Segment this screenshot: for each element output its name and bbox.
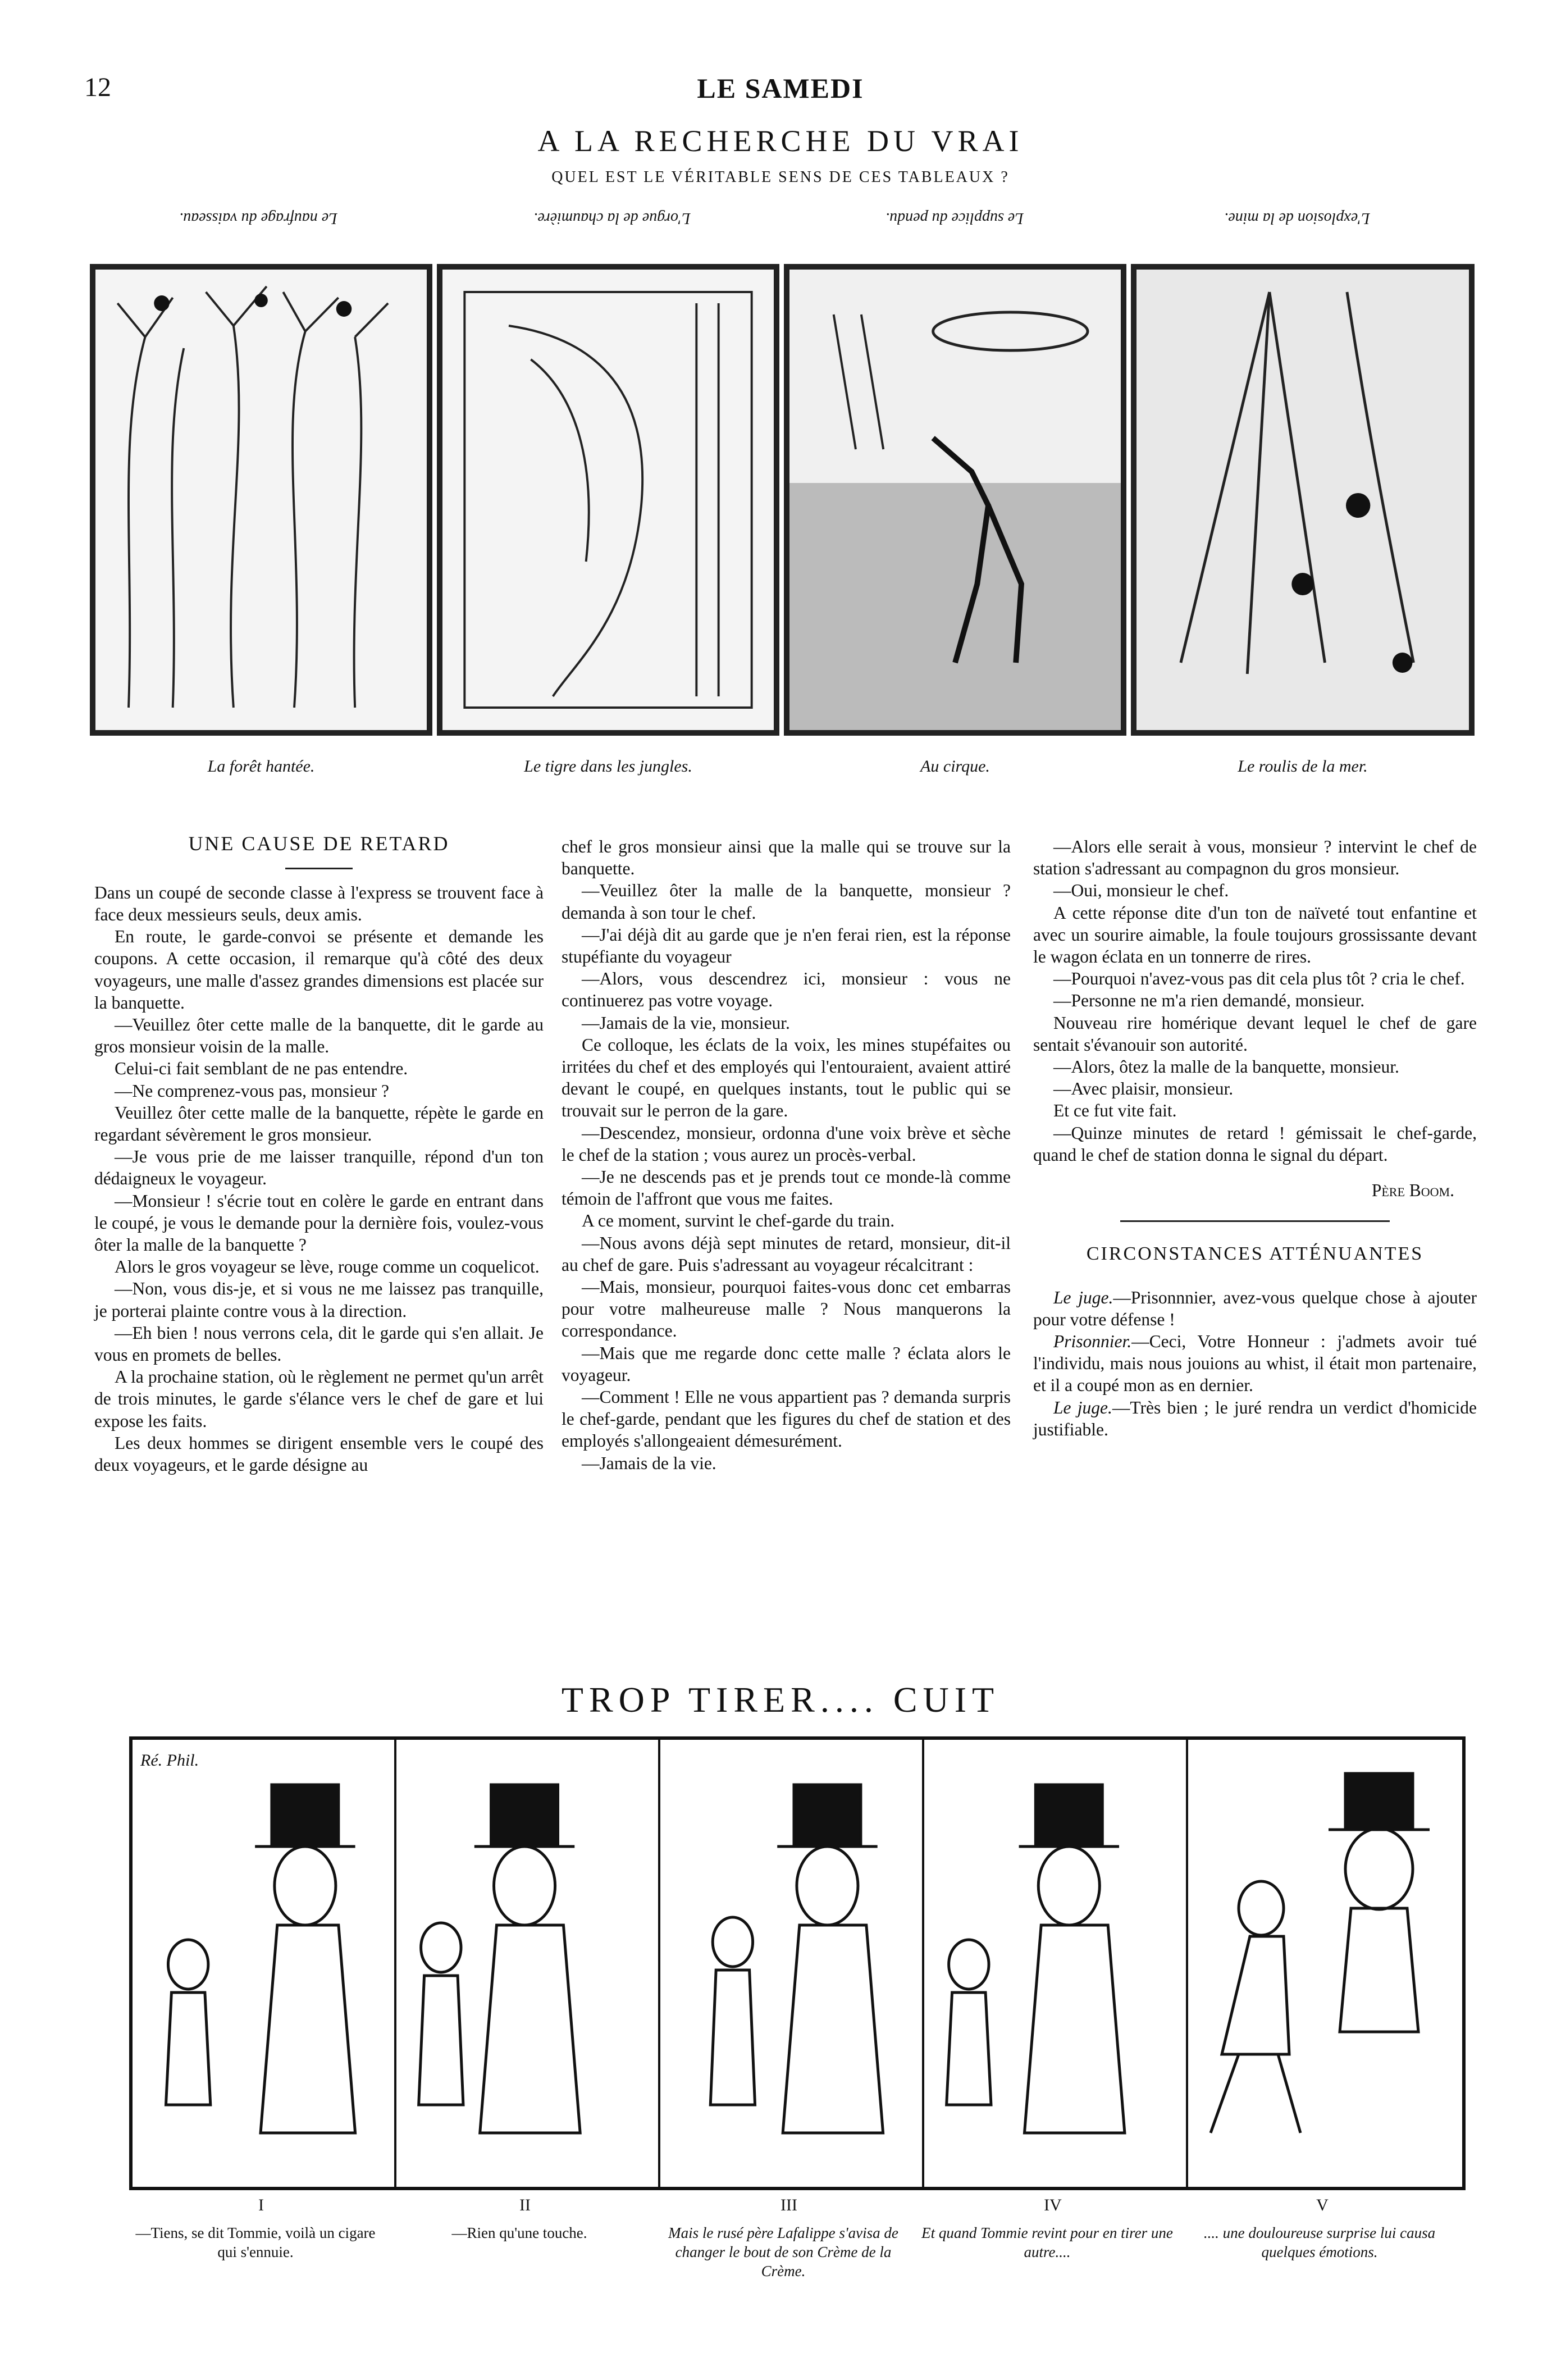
- puzzle-picture-haunted-forest: [90, 264, 432, 736]
- section-rule: [1120, 1220, 1390, 1222]
- article2-title: CIRCONSTANCES ATTÉNUANTES: [1086, 1243, 1424, 1265]
- paragraph: —Oui, monsieur le chef.: [1053, 881, 1229, 901]
- puzzle-question: QUEL EST LE VÉRITABLE SENS DE CES TABLEAUX ?: [551, 168, 1010, 186]
- panel-number-4: IV: [1044, 2196, 1062, 2214]
- paragraph: —Jamais de la vie.: [582, 1453, 716, 1473]
- panel-caption-3: Mais le rusé père Lafalippe s'avisa de changer le bout de son Crème de la Crème.: [668, 2224, 898, 2279]
- comic-panel-4: [924, 1740, 1188, 2187]
- comic-panel-3: [660, 1740, 924, 2187]
- puzzle-caption-1: La forêt hantée.: [207, 757, 315, 776]
- speech: —Très bien ; le juré rendra un verdict d'homicide justifiable.: [1033, 1397, 1477, 1439]
- paragraph: Les deux hommes se dirigent ensemble vers le coupé des deux voyageurs, et le garde désigne au: [94, 1433, 544, 1475]
- speaker: Le juge.: [1053, 1287, 1113, 1307]
- paragraph: —Alors elle serait à vous, monsieur ? intervint le chef de station s'adressant au compagnon du gros monsieur.: [1033, 837, 1477, 879]
- paragraph: —Alors, ôtez la malle de la banquette, monsieur.: [1053, 1057, 1399, 1077]
- publication-title: LE SAMEDI: [697, 72, 864, 104]
- speaker: Prisonnier.: [1053, 1331, 1132, 1351]
- paragraph: A ce moment, survint le chef-garde du train.: [582, 1211, 895, 1231]
- paragraph: —Avec plaisir, monsieur.: [1053, 1079, 1234, 1099]
- panel-number-5: V: [1316, 2196, 1329, 2214]
- puzzle-picture-circus: [784, 264, 1126, 736]
- paragraph: Veuillez ôter cette malle de la banquette, répète le garde en regardant sévèrement le gros monsieur.: [94, 1102, 544, 1145]
- inverted-title-4: L'explosion de la mine.: [1224, 209, 1370, 227]
- panel-number-3: III: [780, 2196, 797, 2214]
- inverted-title-2: L'orgue de la chaumière.: [533, 209, 691, 227]
- puzzle-picture-tiger: [437, 264, 779, 736]
- paragraph: —Comment ! Elle ne vous appartient pas ? demanda surpris le chef-garde, pendant que les figures du chef de station et des employés s'allongeaient démesurément.: [562, 1387, 1011, 1451]
- paragraph: Celui-ci fait semblant de ne pas entendre.: [115, 1059, 408, 1079]
- paragraph: A cette réponse dite d'un ton de naïveté tout enfantine et avec un sourire aimable, la foule toujours grossissante devant le wagon éclata en un tonnerre de rires.: [1033, 902, 1477, 967]
- inverted-title-3: Le supplice du pendu.: [886, 209, 1024, 227]
- panel-caption-2: —Rien qu'une touche.: [451, 2224, 587, 2241]
- paragraph: En route, le garde-convoi se présente et demande les coupons. A cette occasion, il remarque qu'à côté des deux voyageurs, une malle d'assez grandes dimensions est placée sur la banquette.: [94, 927, 544, 1013]
- panel-caption-4: Et quand Tommie revint pour en tirer une autre....: [921, 2224, 1173, 2260]
- comic-panel-2: [396, 1740, 660, 2187]
- paragraph: —Non, vous dis-je, et si vous ne me laissez pas tranquille, je porterai plainte contre vous à la direction.: [94, 1279, 544, 1321]
- paragraph: Dans un coupé de seconde classe à l'express se trouvent face à face deux messieurs seuls, deux amis.: [94, 882, 544, 925]
- paragraph: —Veuillez ôter cette malle de la banquette, dit le garde au gros monsieur voisin de la malle.: [94, 1015, 544, 1057]
- comic-panel-1: [133, 1740, 396, 2187]
- puzzle-picture-rolling-sea: [1131, 264, 1475, 736]
- paragraph: —Je vous prie de me laisser tranquille, répond d'un ton dédaigneux le voyageur.: [94, 1147, 544, 1189]
- speech: —Ceci, Votre Honneur : j'admets avoir tué l'individu, mais nous jouions au whist, il était mon partenaire, et il a coupé mon as en dernier.: [1033, 1331, 1477, 1396]
- speech: —Prisonnnier, avez-vous quelque chose à ajouter pour votre défense !: [1033, 1287, 1477, 1329]
- paragraph: —Pourquoi n'avez-vous pas dit cela plus tôt ? cria le chef.: [1053, 969, 1465, 989]
- paragraph: —Descendez, monsieur, ordonna d'une voix brève et sèche le chef de la station ; vous aurez un procès-verbal.: [562, 1123, 1011, 1165]
- paragraph: —Eh bien ! nous verrons cela, dit le garde qui s'en allait. Je vous en promets de belles.: [94, 1323, 544, 1365]
- dialogue-line: [1033, 1397, 1477, 1440]
- panel-caption-1: —Tiens, se dit Tommie, voilà un cigare qui s'ennuie.: [135, 2224, 376, 2260]
- artist-signature: Ré. Phil.: [140, 1751, 199, 1770]
- title-rule: [285, 868, 353, 869]
- paragraph: —Mais, monsieur, pourquoi faites-vous donc cet embarras pour votre malheureuse malle ? Nous manquerons la correspondance.: [562, 1277, 1011, 1341]
- puzzle-caption-2: Le tigre dans les jungles.: [524, 757, 692, 776]
- paragraph: —Nous avons déjà sept minutes de retard, monsieur, dit-il au chef de gare. Puis s'adressant au voyageur récalcitrant :: [562, 1233, 1011, 1275]
- paragraph: —Alors, vous descendrez ici, monsieur : vous ne continuerez pas votre voyage.: [562, 969, 1011, 1011]
- paragraph: —Veuillez ôter la malle de la banquette, monsieur ? demanda à son tour le chef.: [562, 881, 1011, 923]
- panel-caption-5: .... une douloureuse surprise lui causa quelques émotions.: [1203, 2224, 1436, 2260]
- paragraph: —Jamais de la vie, monsieur.: [582, 1013, 790, 1033]
- dialogue-line: [1033, 1287, 1477, 1330]
- paragraph: Nouveau rire homérique devant lequel le chef de gare sentait s'évanouir son autorité.: [1033, 1013, 1477, 1055]
- paragraph: chef le gros monsieur ainsi que la malle qui se trouve sur la banquette.: [562, 837, 1011, 879]
- article-column-1: [94, 831, 544, 1476]
- puzzle-caption-4: Le roulis de la mer.: [1238, 757, 1368, 776]
- paragraph: —Ne comprenez-vous pas, monsieur ?: [115, 1080, 389, 1101]
- paragraph: —Monsieur ! s'écrie tout en colère le garde en entrant dans le coupé, je vous le demande pour la dernière fois, voulez-vous ôter la malle de la banquette ?: [94, 1191, 544, 1255]
- article-column-3: [1033, 836, 1477, 1440]
- paragraph: Alors le gros voyageur se lève, rouge comme un coquelicot.: [115, 1257, 540, 1277]
- paragraph: —Je ne descends pas et je prends tout ce monde-là comme témoin de l'affront que vous me faites.: [562, 1167, 1011, 1209]
- dialogue-line: [1033, 1330, 1477, 1397]
- comic-strip: [129, 1736, 1466, 2190]
- comic-panel-5: [1188, 1740, 1462, 2187]
- paragraph: —Quinze minutes de retard ! gémissait le chef-garde, quand le chef de station donna le signal du départ.: [1033, 1123, 1477, 1165]
- paragraph: A la prochaine station, où le règlement ne permet qu'un arrêt de trois minutes, le garde s'élance vers le chef de gare et lui expose les faits.: [94, 1367, 544, 1431]
- article-column-2: [562, 836, 1011, 1474]
- article-title: UNE CAUSE DE RETARD: [188, 832, 450, 855]
- page-number: 12: [84, 72, 111, 102]
- article-signature: Père Boom.: [1371, 1180, 1454, 1201]
- comic-title: TROP TIRER.... CUIT: [561, 1680, 1000, 1720]
- paragraph: —Personne ne m'a rien demandé, monsieur.: [1053, 991, 1365, 1011]
- puzzle-title: A LA RECHERCHE DU VRAI: [537, 124, 1024, 158]
- paragraph: Ce colloque, les éclats de la voix, les mines stupéfaites ou irritées du chef et des employés qui l'entouraient, avaient attiré devant le coupé, en quelques instants, tout le public qui se trouvait sur le perron de la gare.: [562, 1034, 1011, 1121]
- inverted-title-1: Le naufrage du vaisseau.: [179, 209, 337, 227]
- paragraph: Et ce fut vite fait.: [1053, 1101, 1177, 1121]
- panel-number-1: I: [258, 2196, 264, 2214]
- speaker: Le juge.: [1053, 1397, 1112, 1417]
- panel-number-2: II: [519, 2196, 531, 2214]
- puzzle-caption-3: Au cirque.: [920, 757, 990, 776]
- paragraph: —J'ai déjà dit au garde que je n'en ferai rien, est la réponse stupéfiante du voyageur: [562, 924, 1011, 967]
- paragraph: —Mais que me regarde donc cette malle ? éclata alors le voyageur.: [562, 1343, 1011, 1385]
